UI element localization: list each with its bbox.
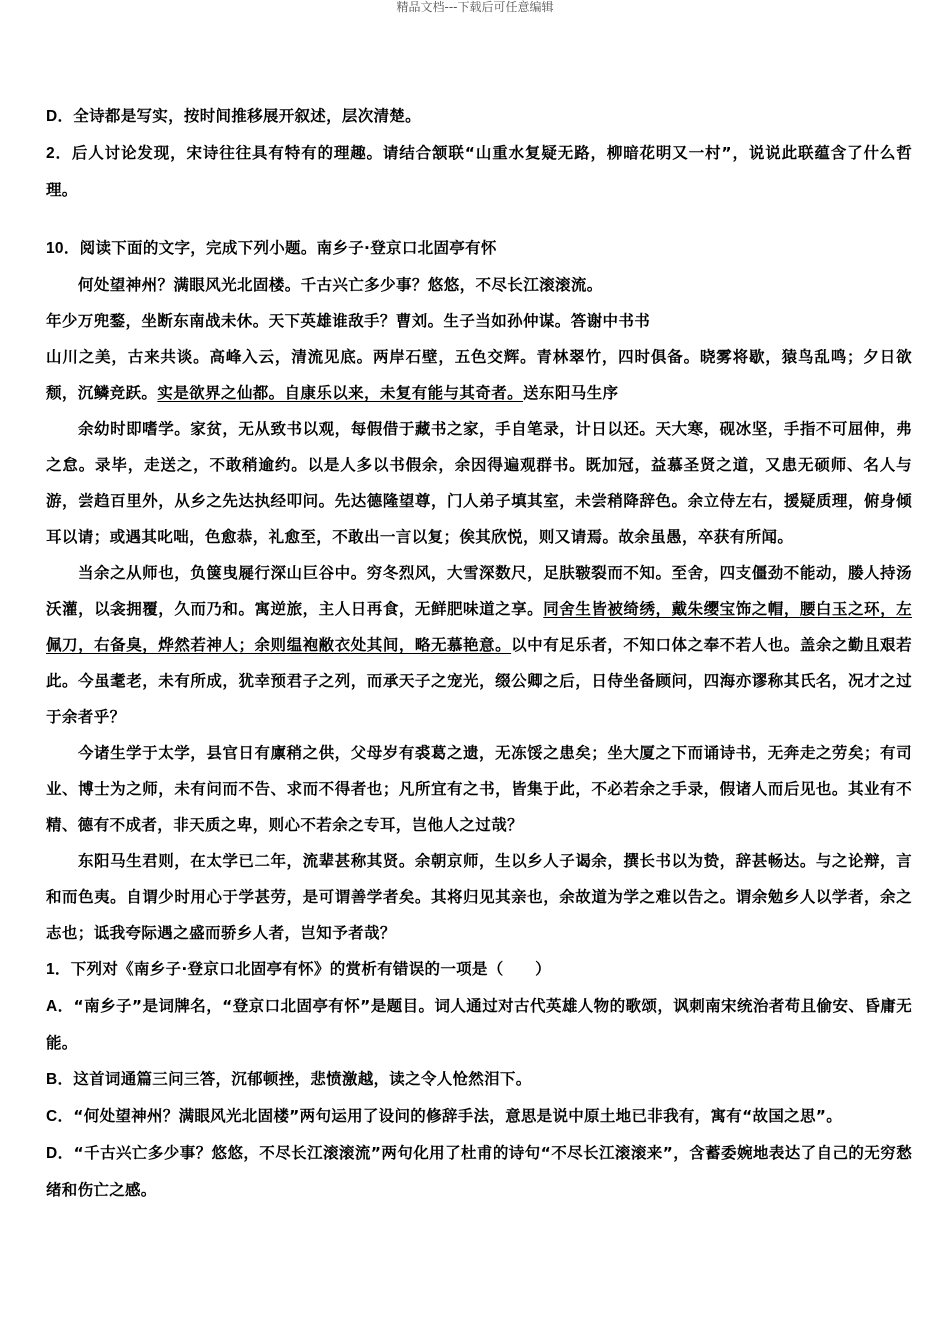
question-2: [46, 135, 912, 208]
paragraph-text: 当余之从师也，负箧曳屣行深山巨谷中。穷冬烈风，大雪深数尺，足肤皲裂而不知。至舍，四支僵劲不能动，媵人持汤沃灌，以衾拥覆，久而乃和。寓逆旅，主人日再食，无鲜肥味道之享。: [46, 563, 912, 618]
letter-text: 山川之美，古来共谈。高峰入云，清流见底。两岸石壁，五色交辉。青林翠竹，四时俱备。晓雾将歇，猿鸟乱鸣；夕日欲颓，沉鳞竞跃。: [46, 347, 912, 402]
question-number: 2．: [46, 145, 72, 162]
essay-paragraph-4: 东阳马生君则，在太学已二年，流辈甚称其贤。余朝京师，生以乡人子谒余，撰长书以为贽，辞甚畅达。与之论辩，言和而色夷。自谓少时用心于学甚劳，是可谓善学者矣。其将归见其亲也，余故道为学之难以告之。谓余勉乡人以学者，余之志也；诋我夸际遇之盛而骄乡人者，岂知予者哉？: [46, 851, 912, 942]
option-text: “千古兴亡多少事？悠悠，不尽长江滚滚流”两句化用了杜甫的诗句“不尽长江滚滚来”，含蓄委婉地表达了自己的无穷愁绪和伤亡之感。: [46, 1144, 913, 1199]
document-body: [46, 98, 912, 1208]
option-label: A．: [46, 998, 74, 1015]
spacer: [46, 208, 912, 230]
letter-passage: [46, 339, 912, 411]
question-text: 后人讨论发现，宋诗往往具有特有的理趣。请结合颔联“山重水复疑无路，柳暗花明又一村”，说说此联蕴含了什么哲理。: [46, 144, 912, 199]
question-number: 1．: [46, 961, 71, 978]
option-label: D．: [46, 1145, 74, 1162]
option-c: [46, 1098, 912, 1135]
option-text: “南乡子”是词牌名，“登京口北固亭有怀”是题目。词人通过对古代英雄人物的歌颂，讽刺南宋统治者苟且偷安、昏庸无能。: [46, 997, 913, 1052]
poem-line-2: 年少万兜鍪，坐断东南战未休。天下英雄谁敌手？曹刘。生子当如孙仲谋。答谢中书书: [46, 311, 651, 330]
page-header: 精品文档---下载后可任意编辑: [396, 0, 554, 14]
essay-paragraph-3: 今诸生学于太学，县官日有廪稍之供，父母岁有裘葛之遗，无冻馁之患矣；坐大厦之下而诵诗书，无奔走之劳矣；有司业、博士为之师，未有问而不告、求而不得者也；凡所宜有之书，皆集于此，不必若余之手录，假诸人而后见也。其业有不精、德有不成者，非天质之卑，则心不若余之专耳，岂他人之过哉？: [46, 743, 912, 834]
essay-paragraph-2: [46, 555, 912, 735]
option-label: B．: [46, 1071, 74, 1088]
paragraph-text: 以中有足乐者，不知口体之奉不若人也。盖余之勤且艰若此。今虽耄老，未有所成，犹幸预君子之列，而承天子之宠光，缀公卿之后，日侍坐备顾问，四海亦谬称其氏名，况才之过于余者乎？: [46, 635, 912, 726]
option-a: [46, 988, 912, 1061]
option-label: C．: [46, 1108, 74, 1125]
question-number: 10．: [46, 240, 80, 257]
question-intro-text: 阅读下面的文字，完成下列小题。南乡子·登京口北固亭有怀: [79, 239, 497, 257]
question-text: 下列对《南乡子·登京口北固亭有怀》的赏析有错误的一项是（ ）: [70, 960, 551, 978]
underlined-sentence: 同舍生皆被绮绣，戴朱缨宝饰之帽，腰白玉之环，左佩刀，右备臭，烨然若神人；余则缊袍敝衣处其间，略无慕艳意。: [46, 599, 913, 654]
next-title: 送东阳马生序: [523, 383, 619, 402]
option-d: [46, 1135, 912, 1208]
option-label: D．: [46, 108, 74, 125]
prev-option-d: [46, 98, 912, 135]
question-10-intro: [46, 230, 912, 267]
essay-paragraph-1: 余幼时即嗜学。家贫，无从致书以观，每假借于藏书之家，手自笔录，计日以还。天大寒，砚冰坚，手指不可屈伸，弗之怠。录毕，走送之，不敢稍逾约。以是人多以书假余，余因得遍观群书。既加冠，益慕圣贤之道，又患无硕师、名人与游，尝趋百里外，从乡之先达执经叩问。先达德隆望尊，门人弟子填其室，未尝稍降辞色。余立侍左右，援疑质理，俯身倾耳以请；或遇其叱咄，色愈恭，礼愈至，不敢出一言以复；俟其欣悦，则又请焉。故余虽愚，卒获有所闻。: [46, 419, 912, 546]
option-text: 这首词通篇三问三答，沉郁顿挫，悲愤激越，读之令人怆然泪下。: [73, 1070, 532, 1088]
option-text: 全诗都是写实，按时间推移展开叙述，层次清楚。: [73, 107, 421, 125]
underlined-sentence: 实是欲界之仙都。自康乐以来，未复有能与其奇者。: [157, 383, 524, 402]
poem-line-1: 何处望神州？满眼风光北固楼。千古兴亡多少事？悠悠，不尽长江滚滚流。: [78, 275, 603, 294]
option-b: [46, 1061, 912, 1098]
sub-question-1: [46, 951, 912, 988]
option-text: “何处望神州？满眼风光北固楼”两句运用了设问的修辞手法，意思是说中原土地已非我有，寓有“故国之思”。: [73, 1107, 843, 1125]
